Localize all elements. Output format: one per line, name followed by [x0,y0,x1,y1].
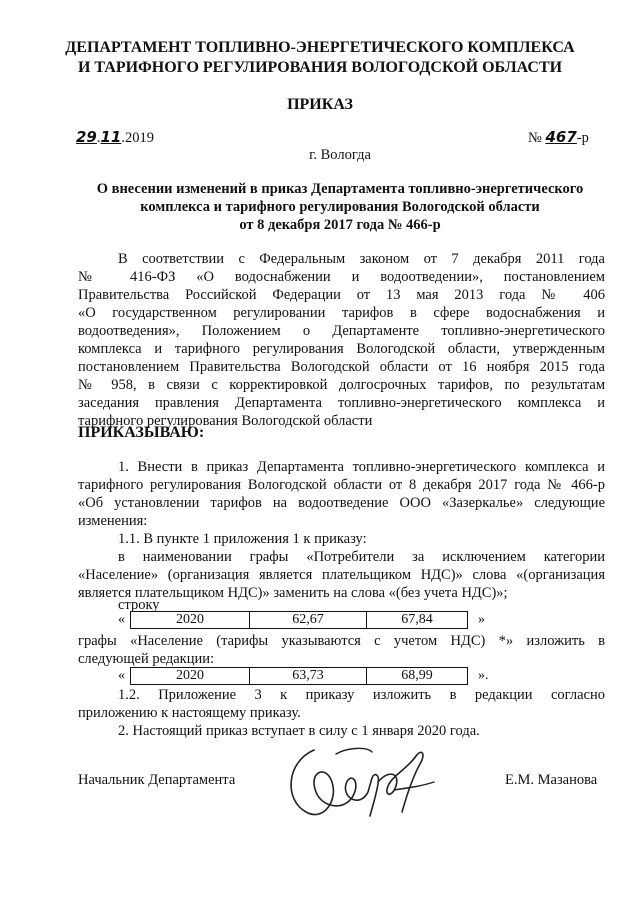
preamble [78,250,605,430]
date-day: 29 [76,128,97,146]
rate-year: 2020 [131,668,250,685]
subitem-1-2 [78,686,605,722]
subitem-1-2-line: приложению к настоящему приказу. [78,705,301,721]
graph-line: графы «Население (тарифы указываются с учетом НДС) *» изложить в [78,633,605,649]
item-2-text: 2. Настоящий приказ вступает в силу с 1 января 2020 года. [118,723,480,739]
title-line-2: И ТАРИФНОГО РЕГУЛИРОВАНИЯ ВОЛОГОДСКОЙ ОБЛАСТИ [77,59,563,76]
preamble-line: № 416-ФЗ «О водоснабжении и водоотведении», постановлением [78,269,605,285]
quote-close: » [478,612,485,627]
preamble-line: заседания правления Департамента топливно-энергетического комплекса и [78,395,605,411]
department-title [0,38,640,78]
item-1-line: «Об установлении тарифов на водоотведение ООО «Зазеркалье» следующие [78,495,605,511]
subitem-1-1-title: 1.1. В пункте 1 приложения 1 к приказу: [118,531,367,547]
quote-open: « [118,668,125,683]
number-prefix: № [528,130,542,146]
subject-line-3: от 8 декабря 2017 года № 466-р [239,217,441,233]
graph-instruction [78,632,605,668]
preamble-line: постановлением Правительства Вологодской области от 16 ноября 2015 года [78,359,605,375]
number-value: 467 [545,128,577,146]
rate-row-old [118,611,485,629]
preamble-line: № 958, в связи с корректировкой долгосрочных тарифов, по результатам [78,377,605,393]
order-number [528,128,589,147]
rate-value-1: 62,67 [250,612,367,629]
signer-position: Начальник Департамента [78,772,236,788]
preamble-line: Правительства Российской Федерации от 13 мая 2013 года № 406 [78,287,605,303]
rate-row-new [118,667,489,685]
quote-open: « [118,612,125,627]
preamble-line: комплекса и тарифного регулирования Вологодской области, утвержденным [78,341,605,357]
subitem-1-1-line: «Население» (организация является плательщиком НДС)» слова «(организация [78,567,605,583]
preamble-line: водоотведения», Положением о Департаменте топливно-энергетического [78,323,605,339]
order-directive: ПРИКАЗЫВАЮ: [78,424,205,441]
item-1-line: 1. Внести в приказ Департамента топливно-энергетического комплекса и [118,459,605,475]
item-1-line: изменения: [78,513,148,529]
signer-name: Е.М. Мазанова [505,772,598,788]
graph-line: следующей редакции: [78,651,215,667]
handwritten-signature [276,742,446,824]
number-suffix: -р [576,130,589,146]
date-month: 11 [100,128,122,146]
subitem-1-1-line: является плательщиком НДС)» заменить на слова «(без учета НДС)»; [78,585,508,601]
rate-value-2: 68,99 [367,668,468,685]
item-1 [78,458,605,602]
subject-line-2: комплекса и тарифного регулирования Вологодской области [140,199,540,215]
preamble-line: тарифного регулирования Вологодской области [78,413,373,429]
rate-table-old [130,611,468,629]
preamble-line: В соответствии с Федеральным законом от 7 декабря 2011 года [118,251,605,267]
subitem-1-1-line: в наименовании графы «Потребители за исключением категории [118,549,605,565]
row-word: строку [118,597,160,613]
quote-close: ». [478,668,489,683]
rate-table-new [130,667,468,685]
date-year: .2019 [121,130,154,146]
subject-line-1: О внесении изменений в приказ Департамента топливно-энергетического [96,181,584,197]
city: г. Вологда [309,147,371,163]
item-1-line: тарифного регулирования Вологодской области от 8 декабря 2017 года № 466-р [78,477,605,493]
title-line-1: ДЕПАРТАМЕНТ ТОПЛИВНО-ЭНЕРГЕТИЧЕСКОГО КОМПЛЕКСА [65,39,575,56]
order-subject [40,180,640,234]
order-date: 29.11.2019 [76,128,154,146]
preamble-line: «О государственном регулировании тарифов в сфере водоснабжения и [78,305,605,321]
rate-year: 2020 [131,612,250,629]
subitem-1-2-line: 1.2. Приложение 3 к приказу изложить в редакции согласно [118,687,605,703]
rate-value-1: 63,73 [250,668,367,685]
rate-value-2: 67,84 [367,612,468,629]
item-2 [78,722,605,740]
doc-type: ПРИКАЗ [287,96,353,113]
